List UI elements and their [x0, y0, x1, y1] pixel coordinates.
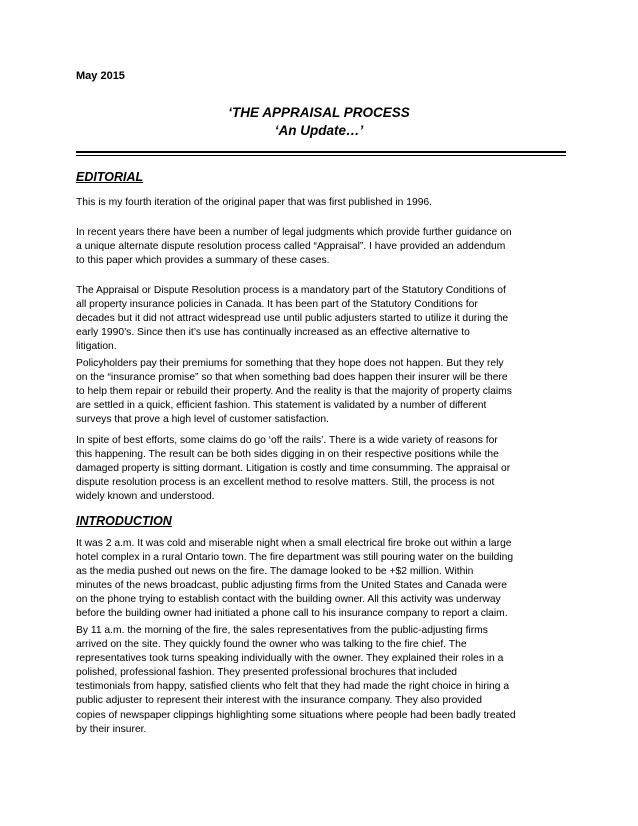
text-line: polished, professional fashion. They presented professional brochures that included [76, 667, 458, 679]
text-line: widely known and understood. [76, 491, 215, 503]
text-line: surveys that prove a high level of customer satisfaction. [76, 414, 329, 426]
editorial-paragraph-4 [76, 357, 568, 427]
introduction-paragraph-2 [76, 624, 568, 737]
document-date: May 2015 [76, 70, 125, 82]
text-line: this happening. The result can be both sides digging in on their respective positions while the [76, 449, 499, 461]
text-line: by their insurer. [76, 723, 147, 735]
text-line: all property insurance policies in Canada. It has been part of the Statutory Conditions for [76, 299, 478, 311]
text-line: hotel complex in a rural Ontario town. The fire department was still pouring water on the building [76, 552, 514, 564]
text-line: damaged property is sitting dormant. Litigation is costly and time consumming. The appraisal or [76, 463, 511, 475]
text-line: litigation. [76, 341, 117, 353]
text-line: are settled in a quick, efficient fashion. This statement is validated by a number of different [76, 400, 487, 412]
text-line: on the “insurance promise” so that when something bad does happen their insurer will be there [76, 372, 508, 384]
text-line: a unique alternate dispute resolution process called “Appraisal”. I have provided an addendum [76, 241, 506, 253]
text-line: Policyholders pay their premiums for something that they hope does not happen. But they rely [76, 358, 504, 369]
text-line: minutes of the news broadcast, public adjusting firms from the United States and Canada were [76, 580, 507, 592]
text-line: arrived on the site. They quickly found the owner who was talking to the fire chief. The [76, 639, 467, 651]
text-line: early 1990’s. Since then it’s use has continually increased as an effective alternative to [76, 327, 470, 339]
text-line: representatives took turns speaking individually with the owner. They explained their roles in a [76, 653, 504, 665]
title-rule-thick [76, 151, 566, 153]
text-line: By 11 a.m. the morning of the fire, the sales representatives from the public-adjusting firms [76, 625, 488, 636]
text-line: copies of newspaper clippings highlighting some situations where people had been badly treated [76, 709, 516, 721]
editorial-heading: EDITORIAL [76, 170, 144, 184]
text-line: dispute resolution process is an excellent method to resolve matters. Still, the process is not [76, 477, 495, 489]
text-line: In spite of best efforts, some claims do go ‘off the rails’. There is a wide variety of reasons for [76, 435, 498, 446]
editorial-paragraph-2 [76, 226, 568, 268]
introduction-heading: INTRODUCTION [76, 514, 172, 528]
text-line: It was 2 a.m. It was cold and miserable night when a small electrical fire broke out within a large [76, 538, 512, 549]
text-line: public adjuster to represent their interest with the insurance company. They also provided [76, 695, 482, 707]
introduction-paragraph-1 [76, 537, 568, 622]
text-line: This is my fourth iteration of the original paper that was first published in 1996. [76, 197, 433, 208]
editorial-paragraph-5 [76, 434, 568, 504]
editorial-paragraph-3 [76, 284, 568, 354]
text-line: decades but it did not attract widespread use until public adjusters started to utilize it during the [76, 313, 509, 325]
document-title: ‘THE APPRAISAL PROCESS [228, 105, 410, 120]
document-subtitle: ‘An Update…’ [274, 123, 364, 138]
editorial-paragraph-1 [76, 196, 568, 210]
text-line: before the building owner had initiated a phone call to his insurance company to report a claim. [76, 608, 508, 620]
text-line: as the media pushed out news on the fire. The damage looked to be +$2 million. Within [76, 566, 474, 578]
text-line: In recent years there have been a number of legal judgments which provide further guidance on [76, 227, 512, 238]
text-line: to help them repair or rebuild their property. And the reality is that the majority of property claims [76, 386, 512, 398]
title-rule-thin [76, 155, 566, 156]
text-line: to this paper which provides a summary of these cases. [76, 255, 330, 267]
text-line: The Appraisal or Dispute Resolution process is a mandatory part of the Statutory Conditions of [76, 285, 506, 296]
text-line: on the phone trying to establish contact with the building owner. All this activity was underway [76, 594, 501, 606]
text-line: testimonials from happy, satisfied clients who felt that they had made the right choice in hiring a [76, 681, 510, 693]
